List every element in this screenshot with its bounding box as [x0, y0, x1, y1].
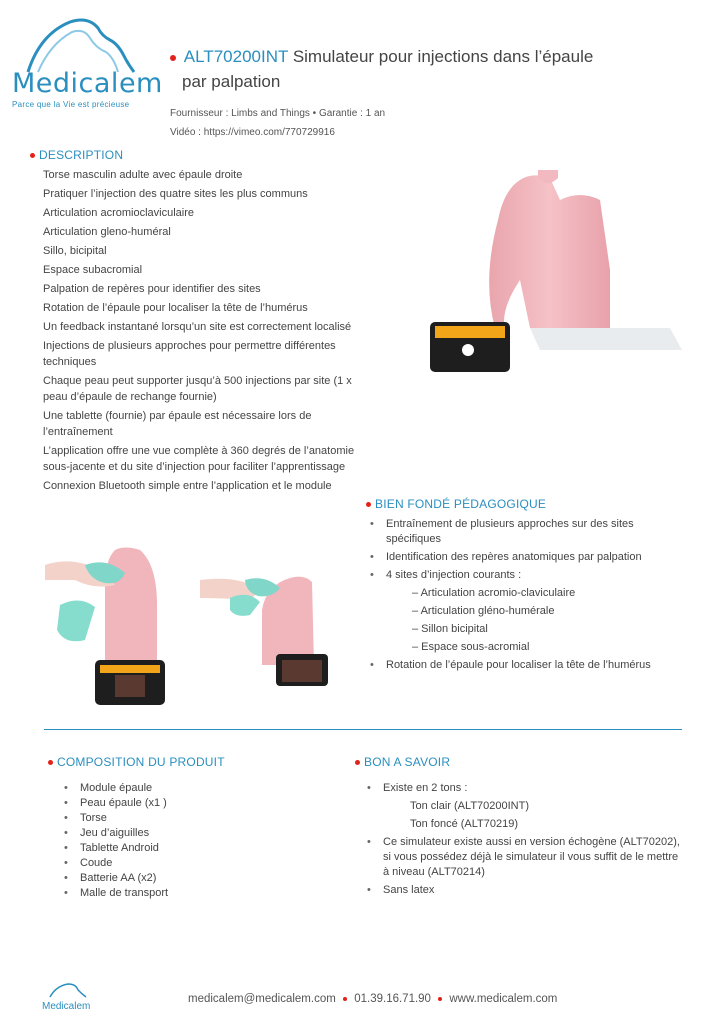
footer-separator-icon [438, 997, 442, 1001]
description-item: Une tablette (fournie) par épaule est nécessaire lors de l’entraînement [43, 410, 312, 438]
description-item: Rotation de l’épaule pour localiser la tête de l’humérus [43, 302, 308, 314]
training-photo-2 [200, 570, 350, 690]
logo-profile-icon [10, 14, 160, 76]
product-image [420, 160, 710, 380]
footer-website[interactable]: www.medicalem.com [449, 993, 558, 1005]
pedagogy-subitem: – Espace sous-acromial [412, 641, 530, 653]
composition-item: • Batterie AA (x2) [60, 871, 328, 886]
description-item: Articulation gleno-huméral [43, 226, 171, 238]
pedagogy-subitem: – Articulation acromio-claviculaire [412, 587, 576, 599]
pedagogy-subitem: – Articulation gléno-humérale [412, 605, 555, 617]
composition-item: • Torse [60, 811, 328, 826]
composition-item: • Module épaule [60, 781, 328, 796]
description-item: Pratiquer l’injection des quatre sites les plus communs [43, 188, 308, 200]
section-divider [44, 729, 682, 730]
title-line2: par palpation [182, 72, 281, 91]
logo-tagline: Parce que la Vie est précieuse [12, 100, 130, 109]
footer-phone[interactable]: 01.39.16.71.90 [354, 993, 431, 1005]
pedagogy-item: • Identification des repères anatomiques par palpation [366, 550, 686, 565]
description-item: Injections de plusieurs approches pour permettre différentes techniques [43, 340, 336, 368]
good-to-know-item: • Ce simulateur existe aussi en version échogène (ALT70202), si vous possédez déjà le simulateur il vous suffit de le mettre à niveau (ALT70214) [363, 835, 685, 880]
good-to-know-item: • Existe en 2 tons : [363, 781, 685, 796]
pedagogy-subitem: – Sillon bicipital [412, 623, 488, 635]
composition-section [48, 755, 328, 901]
logo [10, 14, 163, 109]
tone-item: Ton clair (ALT70200INT) [410, 800, 530, 812]
description-item: Chaque peau peut supporter jusqu’à 500 injections par site (1 x peau d’épaule de rechange fournie) [43, 375, 352, 403]
training-photo-1 [45, 545, 195, 710]
footer-email[interactable]: medicalem@medicalem.com [188, 993, 336, 1005]
pedagogy-item: • Rotation de l’épaule pour localiser la tête de l’humérus [366, 658, 686, 673]
description-item: Espace subacromial [43, 264, 143, 276]
section-bullet-icon [366, 502, 371, 507]
section-bullet-icon [48, 760, 53, 765]
logo-name: Medicalem [12, 68, 163, 99]
description-list [30, 167, 360, 494]
pedagogy-item: • Entraînement de plusieurs approches sur des sites spécifiques [366, 517, 686, 547]
description-item: Articulation acromioclaviculaire [43, 207, 195, 219]
description-item: Torse masculin adulte avec épaule droite [43, 169, 243, 181]
good-to-know-title: BON A SAVOIR [355, 755, 685, 769]
good-to-know-item: • Sans latex [363, 883, 685, 898]
supplier-line: Fournisseur : Limbs and Things • Garantie : 1 an [170, 108, 386, 119]
video-link[interactable]: Vidéo : https://vimeo.com/770729916 [170, 127, 335, 138]
pedagogy-title: BIEN FONDÉ PÉDAGOGIQUE [366, 497, 686, 511]
description-section [30, 148, 360, 497]
pedagogy-item: • 4 sites d’injection courants : [366, 568, 686, 583]
footer-logo-name: Medicalem [42, 1001, 91, 1012]
description-item: Palpation de repères pour identifier des sites [43, 283, 261, 295]
product-ref: ALT70200INT [183, 47, 289, 66]
footer-contact [188, 993, 708, 1005]
description-item: Un feedback instantané lorsqu’un site est correctement localisé [43, 321, 352, 333]
product-title [170, 44, 715, 94]
footer-logo-icon [42, 982, 102, 998]
description-item: Connexion Bluetooth simple entre l’application et le module [43, 480, 332, 492]
pedagogy-section [366, 497, 686, 676]
composition-item: • Malle de transport [60, 886, 328, 901]
composition-title: COMPOSITION DU PRODUIT [48, 755, 328, 769]
description-item: Sillo, bicipital [43, 245, 107, 257]
title-bullet-icon [170, 55, 176, 61]
description-title: DESCRIPTION [30, 148, 360, 162]
description-item: L’application offre une vue complète à 360 degrés de l’anatomie sous-jacente et du site d’injection pour faciliter l’apprentissage [43, 445, 355, 473]
title-line1: Simulateur pour injections dans l’épaule [292, 47, 594, 66]
section-bullet-icon [30, 153, 35, 158]
composition-item: • Tablette Android [60, 841, 328, 856]
composition-item: • Jeu d’aiguilles [60, 826, 328, 841]
tone-item: Ton foncé (ALT70219) [410, 818, 519, 830]
footer-logo [42, 982, 102, 1012]
good-to-know-section [355, 755, 685, 901]
footer-separator-icon [343, 997, 347, 1001]
composition-item: • Coude [60, 856, 328, 871]
section-bullet-icon [355, 760, 360, 765]
composition-item: • Peau épaule (x1 ) [60, 796, 328, 811]
